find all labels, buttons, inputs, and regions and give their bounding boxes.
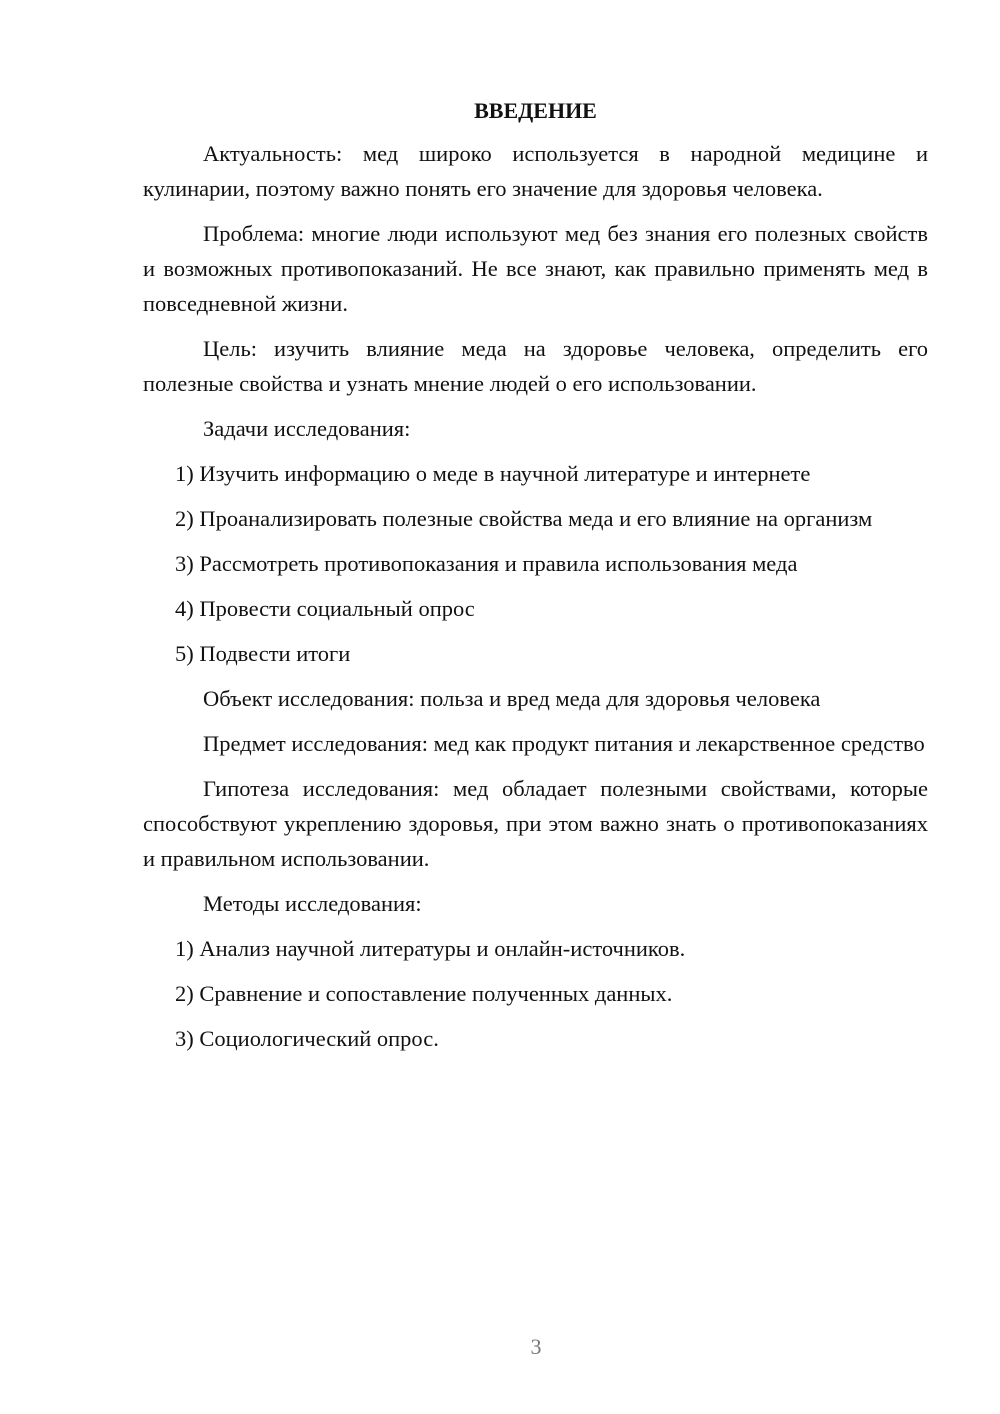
task-item-4: 4) Провести социальный опрос	[175, 596, 475, 621]
paragraph-goal: Цель: изучить влияние меда на здоровье человека, определить его полезные свойства и узнать мнение людей о его использовании.	[143, 336, 928, 396]
method-item-1: 1) Анализ научной литературы и онлайн-источников.	[175, 936, 686, 961]
paragraph-problem: Проблема: многие люди используют мед без знания его полезных свойств и возможных противопоказаний. Не все знают, как правильно применять мед в повседневной жизни.	[143, 221, 928, 316]
tasks-heading: Задачи исследования:	[203, 416, 411, 441]
paragraph-subject: Предмет исследования: мед как продукт питания и лекарственное средство	[203, 731, 925, 756]
task-item-2: 2) Проанализировать полезные свойства меда и его влияние на организм	[175, 506, 873, 531]
paragraph-hypothesis: Гипотеза исследования: мед обладает полезными свойствами, которые способствуют укреплению здоровья, при этом важно знать о противопоказаниях и правильном использовании.	[143, 776, 928, 871]
document-body	[143, 96, 928, 1066]
task-item-1: 1) Изучить информацию о меде в научной литературе и интернете	[175, 461, 811, 486]
task-item-3: 3) Рассмотреть противопоказания и правила использования меда	[175, 551, 798, 576]
paragraph-relevance: Актуальность: мед широко используется в народной медицине и кулинарии, поэтому важно понять его значение для здоровья человека.	[143, 141, 928, 201]
task-item-5: 5) Подвести итоги	[175, 641, 351, 666]
method-item-3: 3) Социологический опрос.	[175, 1026, 439, 1051]
section-title: ВВЕДЕНИЕ	[474, 98, 597, 123]
page-number: 3	[530, 1334, 542, 1359]
method-item-2: 2) Сравнение и сопоставление полученных данных.	[175, 981, 673, 1006]
methods-heading: Методы исследования:	[203, 891, 422, 916]
paragraph-object: Объект исследования: польза и вред меда для здоровья человека	[203, 686, 821, 711]
